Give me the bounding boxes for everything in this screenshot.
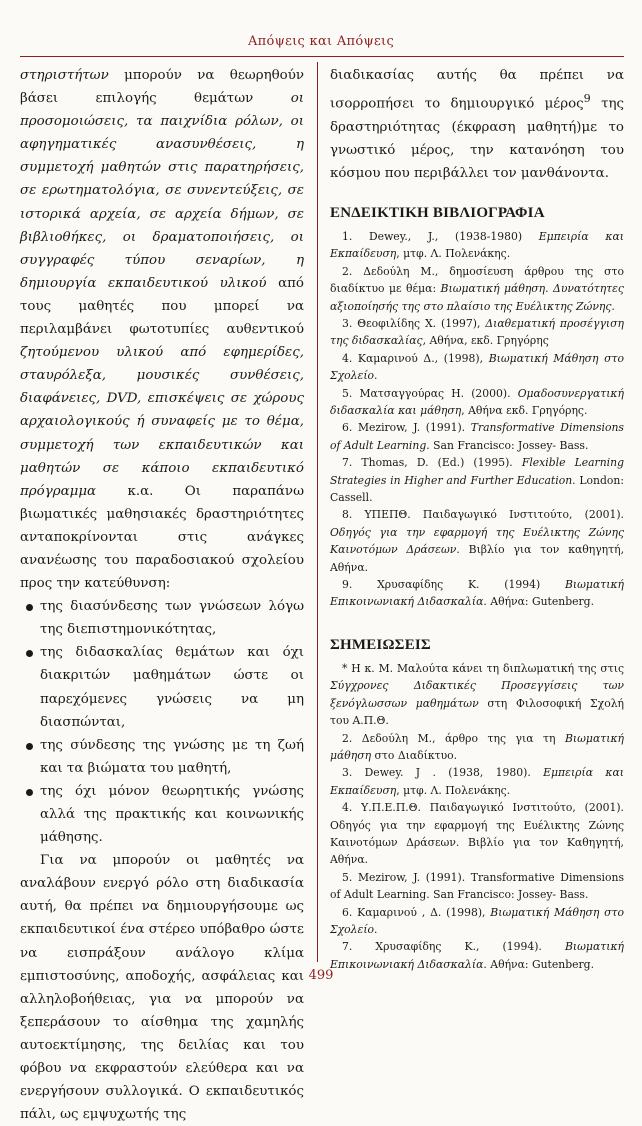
column-divider — [317, 62, 318, 962]
list-item — [20, 595, 304, 641]
list-item — [20, 734, 304, 780]
note-item: 7. Χρυσαφίδης Κ., (1994). Βιωματική Επικοινωνιακή Διδασκαλία. Αθήνα: Gutenberg. — [330, 940, 624, 971]
note-item: 4. Υ.Π.Ε.Π.Θ. Παιδαγωγικό Ινστιτούτο, (2001). Οδηγός για την εφαρμογή της Ευέλικτης Ζώνης Καινοτόμων Δράσεων. Βιβλίο για τον Καθηγητή, Αθήνα. — [330, 801, 624, 867]
list-item — [20, 641, 304, 733]
header-rule — [20, 56, 624, 57]
bullet-icon — [26, 650, 33, 657]
page-number: 499 — [308, 968, 334, 983]
bibliography-item: 8. ΥΠΕΠΘ. Παιδαγωγικό Ινστιτούτο, (2001). Οδηγός για την εφαρμογή της Ευέλικτης Ζώνης Καινοτόμων Δράσεων. Βιβλίο για τον καθηγητή, Αθήνα. — [330, 508, 624, 574]
bibliography-item: 9. Χρυσαφίδης Κ. (1994) Βιωματική Επικοινωνιακή Διδασκαλία. Αθήνα: Gutenberg. — [330, 578, 624, 609]
bibliography-item: 2. Δεδούλη Μ., δημοσίευση άρθρου της στο διαδίκτυο με θέμα: Βιωματική μάθηση. Δυνατότητες αξιοποίησής της στο πλαίσιο της Ευέλικτης Ζώνης. — [330, 264, 624, 313]
bullet-icon — [26, 789, 33, 796]
bibliography-item: 5. Ματσαγγούρας Η. (2000). Ομαδοσυνεργατική διδασκαλία και μάθηση, Αθήνα εκδ. Γρηγόρης. — [330, 386, 624, 417]
list-item-text: της όχι μόνον θεωρητικής γνώσης αλλά της πρακτικής και κοινωνικής μάθησης. — [40, 783, 304, 846]
note-item: 2. Δεδούλη Μ., άρθρο της για τη Βιωματική μάθηση στο Διαδίκτυο. — [330, 731, 624, 762]
bibliography-heading: ΕΝΔΕΙΚΤΙΚΗ ΒΙΒΛΙΟΓΡΑΦΙΑ — [330, 204, 545, 221]
list-item — [20, 780, 304, 849]
bibliography-item: 1. Dewey., J., (1938-1980) Εμπειρία και Εκπαίδευση, μτφ. Λ. Πολενάκης. — [330, 229, 624, 261]
bullet-icon — [26, 604, 33, 611]
bullet-icon — [26, 743, 33, 750]
bibliography-list — [330, 228, 624, 611]
note-item: 6. Καμαρινού , Δ. (1998), Βιωματική Μάθηση στο Σχολείο. — [330, 905, 624, 936]
bibliography-item: 6. Mezirow, J. (1991). Transformative Dimensions of Adult Learning. San Francisco: Jossey- Bass. — [330, 421, 624, 452]
left-column — [20, 64, 304, 1126]
notes-heading: ΣΗΜΕΙΩΣΕΙΣ — [330, 636, 431, 653]
bibliography-item: 3. Θεοφιλίδης Χ. (1997), Διαθεματική προσέγγιση της διδασκαλίας, Αθήνα, εκδ. Γρηγόρης — [330, 316, 625, 348]
paragraph: Για να μπορούν οι μαθητές να αναλάβουν ενεργό ρόλο στη διαδικασία αυτή, θα πρέπει να δημιουργήσουμε ως εκπαιδευτικοί ένα στέρεο υπόβαθρο ώστε να εισπράξουν ανάλογο κλίμα εμπιστοσύνης, αποδοχής, ασφάλειας και αλληλοβοήθειας, για να μπορούν να ξεπεράσουν το αίσθημα της χαμηλής αυτοεκτίμησης, της δειλίας και του φόβου να εκφραστούν ελεύθερα και να ενεργήσουν συλλογικά. Ο εκπαιδευτικός πάλι, ως εμψυχωτής της — [20, 853, 304, 1123]
right-column — [330, 64, 624, 973]
note-item: * Η κ. Μ. Μαλούτα κάνει τη διπλωματική της στις Σύγχρονες Διδακτικές Προσεγγίσεις των ξενόγλωσσων μαθημάτων στη Φιλοσοφική Σχολή του Α.Π.Θ. — [330, 661, 625, 728]
paragraph: στηριστήτων μπορούν να θεωρηθούν βάσει επιλογής θεμάτων οι προσομοιώσεις, τα παιχνίδια ρόλων, οι αφηγηματικές ανασυνθέσεις, η συμμετοχή μαθητών στις παρατηρήσεις, σε ερωτηματολόγια, σε συνεντεύξεις, σε ιστορικά αρχεία, σε αρχεία δήμων, σε βιβλιοθήκες, οι δραματοποιήσεις, οι συγγραφές τύπου σεναρίων, η δημιουργία εκπαιδευτικού υλικού από τους μαθητές που μπορεί να περιλαμβάνει φωτοτυπίες αυθεντικού ζητούμενου υλικού από εφημερίδες, σταυρόλεξα, μουσικές συνθέσεις, διαφάνειες, DVD, επισκέψεις σε χώρους αρχαιολογικούς ή συναφείς με το θέμα, συμμετοχή των εκπαιδευτικών και μαθητών σε κάποιο εκπαιδευτικό πρόγραμμα κ.α. Οι παραπάνω βιωματικές μαθησιακές δραστηριότητες ανταποκρίνονται στις ανάγκες ανανέωσης του παραδοσιακού σχολείου προς την κατεύθυνση: — [20, 68, 304, 592]
note-item: 3. Dewey. J . (1938, 1980). Εμπειρία και Εκπαίδευση, μτφ. Λ. Πολενάκης. — [330, 766, 624, 797]
list-item-text: της σύνδεσης της γνώσης με τη ζωή και τα βιώματα του μαθητή, — [40, 737, 304, 776]
notes-list — [330, 660, 624, 973]
list-item-text: της διασύνδεσης των γνώσεων λόγω της διεπιστημονικότητας, — [40, 599, 304, 638]
list-item-text: της διδασκαλίας θεμάτων και όχι διακριτών μαθημάτων ώστε οι παρεχόμενες γνώσεις να μη διασπώνται, — [40, 645, 304, 730]
note-item: 5. Mezirow, J. (1991). Transformative Dimensions of Adult Learning. San Francisco: Jossey- Bass. — [330, 870, 624, 902]
bibliography-item: 7. Thomas, D. (Ed.) (1995). Flexible Learning Strategies in Higher and Further Education. London: Cassell. — [330, 456, 624, 505]
bullet-list — [20, 595, 304, 849]
paragraph: διαδικασίας αυτής θα πρέπει να ισορροπήσει το δημιουργικό μέρος$^9$ της δραστηριότητας (έκφραση μαθητή)με το γνωστικό μέρος, την κατανόηση του κόσμου που περιβάλλει τον μανθάνοντα. — [330, 68, 624, 181]
bibliography-item: 4. Καμαρινού Δ., (1998), Βιωματική Μάθηση στο Σχολείο. — [330, 351, 624, 383]
running-header: Απόψεις και Απόψεις — [247, 34, 395, 49]
